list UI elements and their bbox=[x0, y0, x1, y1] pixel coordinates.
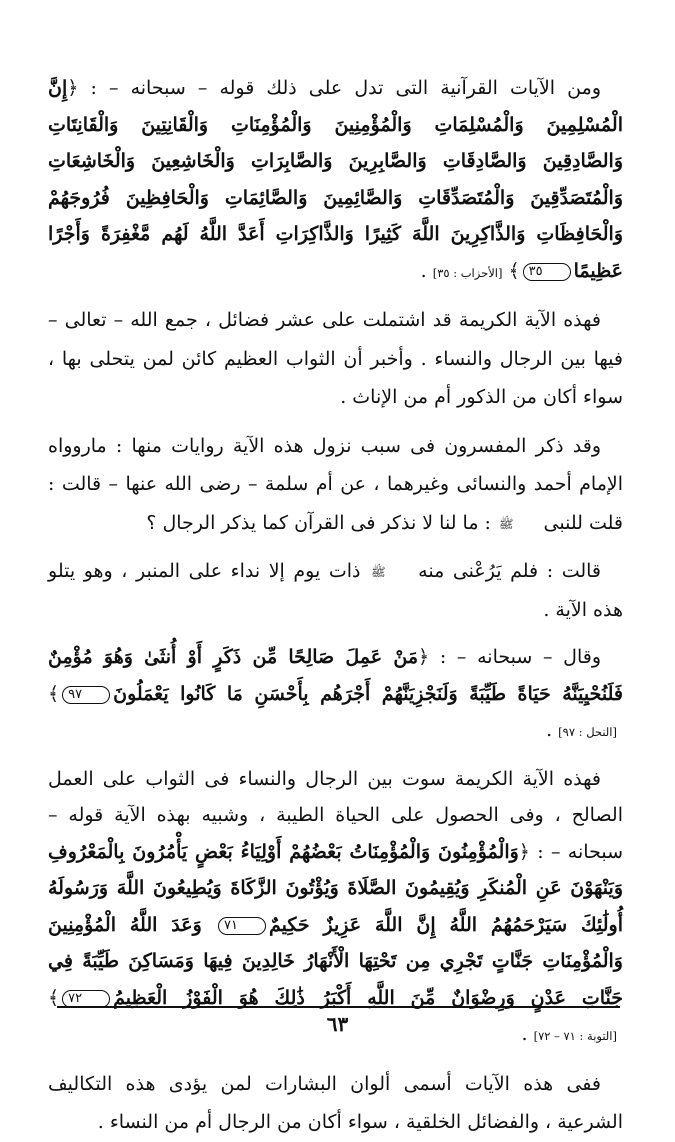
paragraph-conclusion: ففى هذه الآيات أسمى ألوان البشارات لمن يؤدى هذه التكاليف الشرعية ، والفضائل الخلقية ، سواء أكان من الرجال أم من النساء . bbox=[48, 1072, 623, 1133]
paragraph-spacer bbox=[48, 1055, 623, 1065]
intro-text: فهذه الآية الكريمة سوت بين الرجال والنساء فى الثواب على العمل الصالح ، وفى الحصول على الحياة الطيبة ، وشبيه بهذه الآية قوله – سبحانه – : bbox=[48, 767, 623, 863]
verse-open-bracket: ﴿ bbox=[67, 77, 79, 99]
quran-verse-tawba-72: وَعَدَ اللَّهُ الْمُؤْمِنِينَ وَالْمُؤْمِنَاتِ جَنَّاتٍ تَجْرِي مِن تَحْتِهَا الْأَنْهَارُ خَالِدِينَ فِيهَا وَمَسَاكِنَ طَيِّبَةً فِي جَنَّاتِ عَدْنٍ وَرِضْوَانٌ مِّنَ اللَّهِ أَكْبَرُ ذَٰلِكَ هُوَ الْفَوْزُ الْعَظِيمُ bbox=[48, 913, 623, 1009]
narration-continuation: ذات يوم إلا نداء على المنبر ، وهو يتلو هذه الآية . bbox=[48, 560, 623, 621]
body-text bbox=[48, 70, 623, 1142]
paragraph-ten-virtues: فهذه الآية الكريمة قد اشتملت على عشر فضائل ، جمع الله – تعالى – فيها بين الرجال والنساء . وأخبر أن الثواب العظيم كائن لمن يتحلى بها ، سواء أكان من الذكور أم من الإناث . bbox=[48, 309, 623, 408]
pbuh-symbol: ﷺ bbox=[371, 565, 386, 579]
sentence-end: . bbox=[546, 719, 553, 741]
sentence-end: . bbox=[521, 1023, 528, 1045]
ayah-number-marker: ٧٢ bbox=[62, 990, 110, 1008]
paragraph-revelation-cause bbox=[48, 427, 623, 543]
verse-open-bracket: ﴿ bbox=[418, 646, 430, 668]
sentence-end: . bbox=[420, 259, 427, 282]
page-number: ٦٣ bbox=[326, 1012, 349, 1036]
verse-reference: [الأحزاب : ٣٥] bbox=[432, 265, 503, 280]
verse-open-bracket: ﴿ bbox=[518, 840, 530, 863]
narration-question: : ما لنا لا نذكر فى القرآن كما يذكر الرجال ؟ bbox=[146, 511, 491, 534]
intro-text: وقال – سبحانه – : bbox=[439, 646, 601, 668]
narration-text: وقد ذكر المفسرون فى سبب نزول هذه الآية روايات منها : ماروواه الإمام أحمد والنسائى وغيرهما ، عن أم سلمة – رضى الله عنها – قالت : قلت للنبى bbox=[48, 434, 623, 534]
paragraph-ahzab-verse bbox=[48, 70, 623, 291]
verse-close-bracket: ﴾ bbox=[48, 682, 60, 705]
paragraph-spacer bbox=[48, 629, 623, 639]
verse-reference: [التوبة : ٧١ – ٧٢] bbox=[533, 1029, 617, 1043]
paragraph-nahl-verse bbox=[48, 639, 623, 751]
verse-close-bracket: ﴾ bbox=[508, 259, 520, 282]
paragraph-tawba-verses bbox=[48, 761, 623, 1055]
verse-reference: [النحل : ٩٧] bbox=[558, 725, 617, 739]
paragraph-spacer bbox=[48, 417, 623, 427]
narration-text: قالت : فلم يَرُعْنى منه bbox=[418, 560, 602, 582]
quran-verse-nahl-97: مَنْ عَمِلَ صَالِحًا مِّن ذَكَرٍ أَوْ أُنثَىٰ وَهُوَ مُؤْمِنٌ فَلَنُحْيِيَنَّهُ حَيَاةً طَيِّبَةً وَلَنَجْزِيَنَّهُمْ أَجْرَهُم بِأَحْسَنِ مَا كَانُوا يَعْمَلُونَ bbox=[48, 646, 623, 705]
paragraph-spacer bbox=[48, 751, 623, 761]
intro-text: ومن الآيات القرآنية التى تدل على ذلك قوله – سبحانه – : bbox=[90, 77, 601, 99]
paragraph-spacer bbox=[48, 291, 623, 301]
paragraph-umm-salama bbox=[48, 552, 623, 629]
verse-close-bracket: ﴾ bbox=[48, 986, 60, 1009]
ayah-number-marker: ٣٥ bbox=[523, 263, 571, 281]
ayah-number-marker: ٧١ bbox=[218, 917, 266, 935]
footer-divider bbox=[57, 1006, 620, 1008]
quran-verse-ahzab-35: إِنَّ الْمُسْلِمِينَ وَالْمُسْلِمَاتِ وَالْمُؤْمِنِينَ وَالْمُؤْمِنَاتِ وَالْقَانِتِينَ وَالْقَانِتَاتِ وَالصَّادِقِينَ وَالصَّادِقَاتِ وَالصَّابِرِينَ وَالصَّابِرَاتِ وَالْخَاشِعِينَ وَالْخَاشِعَاتِ وَالْمُتَصَدِّقِينَ وَالْمُتَصَدِّقَاتِ وَالصَّائِمِينَ وَالصَّائِمَاتِ وَالْحَافِظِينَ فُرُوجَهُمْ وَالْحَافِظَاتِ وَالذَّاكِرِينَ اللَّهَ كَثِيرًا وَالذَّاكِرَاتِ أَعَدَّ اللَّهُ لَهُم مَّغْفِرَةً وَأَجْرًا عَظِيمًا bbox=[48, 77, 623, 282]
paragraph-spacer bbox=[48, 542, 623, 552]
pbuh-symbol: ﷺ bbox=[499, 516, 514, 531]
ayah-number-marker: ٩٧ bbox=[62, 686, 110, 704]
quran-verse-tawba-71: وَالْمُؤْمِنُونَ وَالْمُؤْمِنَاتُ بَعْضُهُمْ أَوْلِيَاءُ بَعْضٍ يَأْمُرُونَ بِالْمَعْرُوفِ وَيَنْهَوْنَ عَنِ الْمُنكَرِ وَيُقِيمُونَ الصَّلَاةَ وَيُؤْتُونَ الزَّكَاةَ وَيُطِيعُونَ اللَّهَ وَرَسُولَهُ أُولَٰئِكَ سَيَرْحَمُهُمُ اللَّهُ إِنَّ اللَّهَ عَزِيزٌ حَكِيمٌ bbox=[48, 840, 624, 936]
